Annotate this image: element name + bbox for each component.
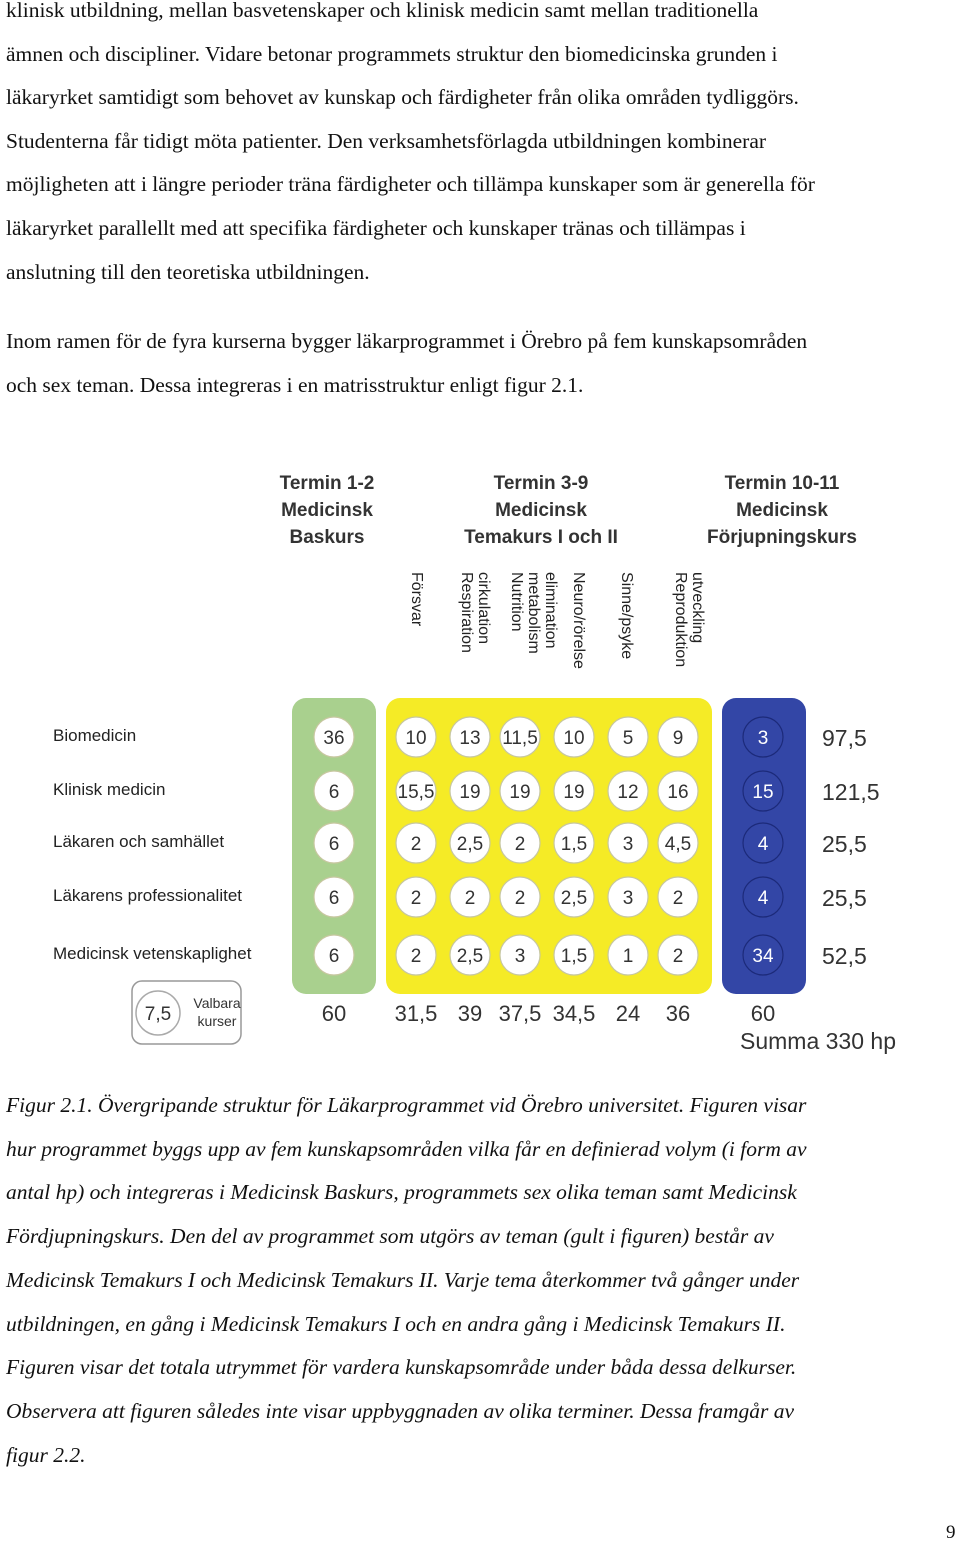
text-line: ämnen och discipliner. Vidare betonar programmets struktur den biomedicinska grunden i — [6, 41, 778, 66]
caption-line: Figuren visar det totala utrymmet för vardera kunskapsområde under båda dessa delkurser. — [6, 1355, 797, 1380]
text-line: läkaryrket samtidigt som behovet av kunskap och färdigheter från olika områden tydliggörs. — [6, 85, 799, 110]
value-label: 3 — [622, 888, 634, 909]
column-total: 31,5 — [394, 1001, 438, 1026]
theme-label: utveckling — [689, 572, 706, 644]
value-label: 15 — [752, 782, 774, 803]
text-line: klinisk utbildning, mellan basvetenskaper och klinisk medicin samt mellan traditionella — [6, 0, 759, 22]
theme-label: Sinne/psyke — [618, 572, 635, 660]
value-label: 1 — [622, 946, 634, 967]
figure-caption — [6, 1084, 954, 1477]
intro-paragraph — [6, 0, 954, 294]
valbara-label: kurser — [197, 1013, 237, 1029]
caption-line: utbildningen, en gång i Medicinsk Temakurs I och en andra gång i Medicinsk Temakurs II. — [6, 1311, 786, 1336]
value-label: 2 — [514, 888, 526, 909]
valbara-value: 7,5 — [144, 1004, 172, 1025]
value-label: 19 — [563, 782, 585, 803]
value-label: 12 — [617, 782, 639, 803]
value-label: 6 — [328, 834, 340, 855]
column-total: 60 — [321, 1001, 347, 1026]
value-label: 36 — [323, 728, 345, 749]
value-label: 2 — [410, 888, 422, 909]
value-label: 19 — [509, 782, 531, 803]
caption-line: antal hp) och integreras i Medicinsk Baskurs, programmets sex olika teman samt Medicinsk — [6, 1180, 797, 1205]
row-total: 52,5 — [822, 943, 867, 969]
caption-line: figur 2.2. — [6, 1442, 86, 1467]
value-label: 13 — [459, 728, 481, 749]
theme-label: Nutrition — [508, 572, 525, 632]
value-label: 1,5 — [560, 946, 588, 967]
column-total: 60 — [750, 1001, 776, 1026]
value-label: 9 — [672, 728, 684, 749]
valbara-label: Valbara — [193, 995, 241, 1011]
course-header: Termin 1-2 — [279, 473, 375, 494]
row-total: 25,5 — [822, 831, 867, 857]
column-total: 39 — [457, 1001, 483, 1026]
area-label: Medicinsk vetenskaplighet — [53, 944, 252, 963]
value-label: 2 — [410, 946, 422, 967]
course-header: Termin 10-11 — [724, 473, 840, 494]
row-total: 121,5 — [822, 779, 880, 805]
value-label: 2,5 — [456, 946, 484, 967]
value-label: 3 — [514, 946, 526, 967]
value-label: 2 — [672, 946, 684, 967]
value-label: 3 — [757, 728, 769, 749]
theme-label: Reproduktion — [672, 572, 689, 668]
value-label: 15,5 — [397, 782, 435, 803]
caption-line: Observera att figuren således inte visar uppbyggnaden av olika terminer. Dessa framgår av — [6, 1398, 795, 1423]
text-line: Studenterna får tidigt möta patienter. Den verksamhetsförlagda utbildningen kombinerar — [6, 128, 767, 153]
text-line: anslutning till den teoretiska utbildningen. — [6, 259, 370, 284]
row-total: 25,5 — [822, 885, 867, 911]
value-label: 4 — [757, 834, 769, 855]
matrix-paragraph — [6, 320, 954, 407]
value-label: 4 — [757, 888, 769, 909]
theme-label: metabolism — [525, 572, 542, 654]
row-total: 97,5 — [822, 725, 867, 751]
column-total: 36 — [665, 1001, 691, 1026]
theme-label: elimination — [542, 572, 559, 649]
text-line: Inom ramen för de fyra kurserna bygger läkarprogrammet i Örebro på fem kunskapsområden — [6, 329, 808, 353]
value-label: 3 — [622, 834, 634, 855]
caption-line: Figur 2.1. Övergripande struktur för Läkarprogrammet vid Örebro universitet. Figuren visar — [6, 1093, 807, 1117]
value-label: 10 — [405, 728, 427, 749]
course-header: Medicinsk — [281, 500, 373, 521]
course-header: Medicinsk — [736, 500, 828, 521]
value-label: 1,5 — [560, 834, 588, 855]
value-label: 19 — [459, 782, 481, 803]
value-label: 6 — [328, 888, 340, 909]
course-header: Medicinsk — [495, 500, 587, 521]
caption-line: Fördjupningskurs. Den del av programmet som utgörs av teman (gult i figuren) består av — [6, 1224, 774, 1249]
text-line: och sex teman. Dessa integreras i en matrisstruktur enligt figur 2.1. — [6, 372, 584, 397]
value-label: 2 — [410, 834, 422, 855]
value-label: 2 — [464, 888, 476, 909]
area-label: Biomedicin — [53, 726, 137, 745]
theme-label: cirkulation — [475, 572, 492, 645]
area-label: Klinisk medicin — [53, 780, 166, 799]
text-line: möjligheten att i längre perioder träna färdigheter och tillämpa kunskaper som är generella för — [6, 172, 815, 197]
area-label: Läkarens professionalitet — [53, 886, 243, 905]
theme-label: Försvar — [408, 572, 425, 627]
caption-line: hur programmet byggs upp av fem kunskapsområden vilka får en definierad volym (i form av — [6, 1136, 807, 1161]
program-structure-figure — [0, 455, 960, 1075]
value-label: 34 — [752, 946, 774, 967]
value-label: 5 — [622, 728, 634, 749]
value-label: 16 — [667, 782, 689, 803]
column-total: 34,5 — [552, 1001, 596, 1026]
page-number: 9 — [946, 1522, 956, 1543]
area-label: Läkaren och samhället — [53, 832, 225, 851]
theme-label: Neuro/rörelse — [570, 572, 587, 669]
column-total: 37,5 — [498, 1001, 542, 1026]
course-header: Förjupningskurs — [707, 527, 857, 548]
value-label: 4,5 — [664, 834, 692, 855]
value-label: 2 — [672, 888, 684, 909]
text-line: läkaryrket parallellt med att specifika färdigheter och kunskaper tränas och tillämpas i — [6, 215, 746, 240]
value-label: 11,5 — [502, 728, 538, 749]
theme-label: Respiration — [458, 572, 475, 653]
total-sum: Summa 330 hp — [740, 1028, 896, 1054]
course-header: Termin 3-9 — [493, 473, 589, 494]
value-label: 2,5 — [456, 834, 484, 855]
course-header: Temakurs I och II — [464, 527, 618, 548]
value-label: 6 — [328, 782, 340, 803]
caption-line: Medicinsk Temakurs I och Medicinsk Temakurs II. Varje tema återkommer två gånger under — [6, 1267, 800, 1292]
value-label: 6 — [328, 946, 340, 967]
course-header: Baskurs — [289, 527, 365, 548]
value-label: 2,5 — [560, 888, 588, 909]
value-label: 2 — [514, 834, 526, 855]
column-total: 24 — [615, 1001, 641, 1026]
value-label: 10 — [563, 728, 585, 749]
